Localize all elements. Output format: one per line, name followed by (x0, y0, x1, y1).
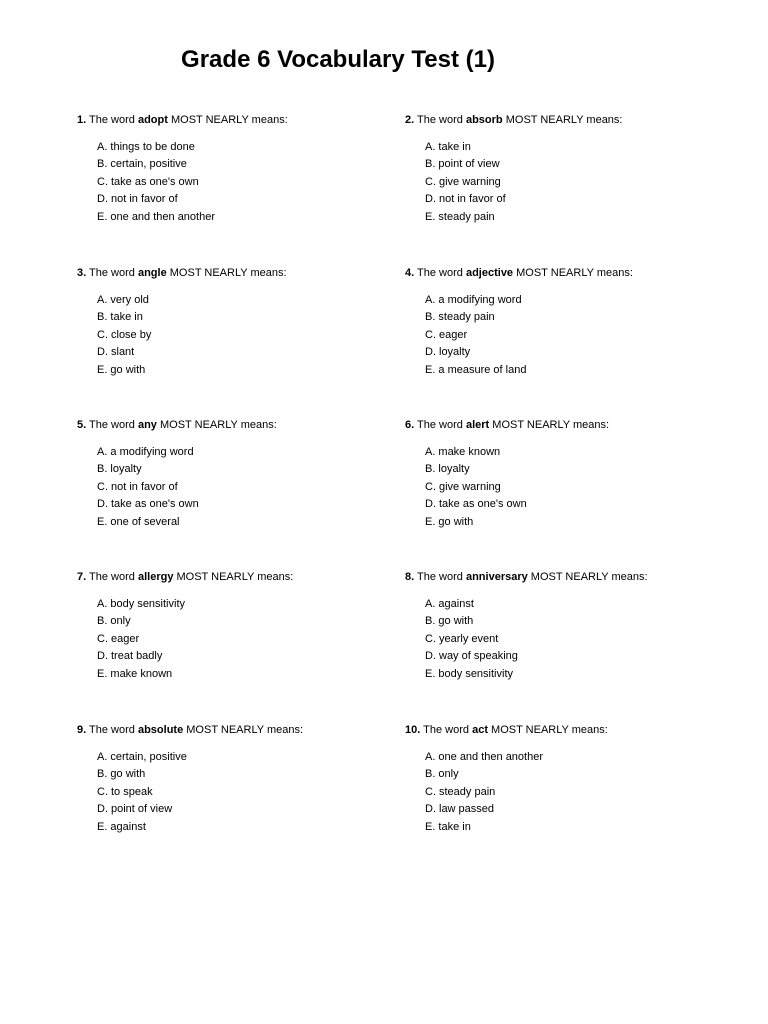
vocabulary-word: any (137, 419, 157, 431)
stem-prefix: The word (417, 267, 463, 279)
question-6 (405, 419, 745, 531)
option-letter: E. (97, 515, 108, 528)
answer-option (425, 362, 745, 379)
answer-option (425, 801, 745, 818)
answer-option (97, 344, 417, 361)
option-letter: B. (425, 768, 436, 781)
option-text: go with (110, 363, 146, 376)
answer-option (425, 327, 745, 344)
option-text: take in (438, 141, 471, 153)
answer-option (425, 444, 745, 461)
option-letter: D. (97, 803, 108, 816)
option-letter: E. (97, 820, 108, 833)
question-10 (405, 724, 745, 836)
option-text: only (110, 615, 131, 628)
option-text: give warning (439, 175, 501, 188)
option-text: take as one's own (111, 175, 199, 188)
option-letter: C. (97, 785, 108, 798)
option-letter: D. (425, 803, 436, 816)
question-5 (77, 419, 417, 531)
option-letter: C. (97, 175, 108, 188)
stem-suffix: MOST NEARLY means: (186, 724, 304, 736)
answer-options (425, 749, 745, 836)
answer-option (425, 514, 745, 531)
answer-option (97, 514, 417, 531)
stem-prefix: The word (89, 419, 135, 431)
option-text: point of view (438, 158, 500, 171)
answer-option (425, 479, 745, 496)
answer-option (425, 292, 745, 309)
option-text: take in (110, 311, 143, 324)
question-4 (405, 267, 745, 379)
option-text: yearly event (439, 632, 499, 645)
question-stem (405, 267, 745, 280)
option-letter: B. (97, 158, 108, 171)
question-number: 7. (77, 571, 87, 583)
option-letter: E. (425, 820, 436, 833)
answer-option (425, 461, 745, 478)
stem-suffix: MOST NEARLY means: (160, 419, 277, 431)
option-letter: C. (97, 480, 108, 493)
option-letter: A. (425, 446, 436, 458)
answer-option (97, 479, 417, 496)
vocabulary-word: allergy (137, 571, 174, 583)
option-letter: E. (425, 363, 436, 376)
question-3 (77, 267, 417, 379)
option-text: very old (110, 294, 149, 306)
option-text: go with (110, 768, 146, 781)
option-text: a modifying word (438, 294, 522, 306)
stem-suffix: MOST NEARLY means: (176, 571, 294, 583)
vocabulary-word: alert (465, 419, 490, 431)
option-letter: D. (425, 650, 436, 663)
option-letter: A. (425, 598, 436, 610)
answer-option (425, 344, 745, 361)
option-text: certain, positive (110, 158, 187, 171)
stem-prefix: The word (417, 419, 463, 431)
question-stem (405, 419, 745, 432)
answer-option (425, 174, 745, 191)
option-text: make known (110, 667, 173, 680)
option-letter: C. (425, 632, 436, 645)
stem-prefix: The word (417, 114, 463, 126)
answer-option (97, 819, 417, 836)
option-text: against (438, 598, 474, 610)
question-7 (77, 571, 417, 683)
answer-option (97, 784, 417, 801)
option-letter: B. (97, 768, 108, 781)
question-stem (405, 571, 745, 584)
answer-options (97, 139, 417, 226)
option-letter: C. (97, 632, 108, 645)
option-letter: D. (425, 346, 436, 359)
option-text: one of several (110, 515, 180, 528)
question-stem (77, 114, 417, 127)
vocabulary-word: absorb (465, 114, 503, 126)
stem-suffix: MOST NEARLY means: (491, 724, 608, 736)
option-letter: B. (97, 615, 108, 628)
option-text: one and then another (110, 210, 215, 223)
answer-option (425, 784, 745, 801)
vocabulary-word: adopt (137, 114, 168, 126)
option-letter: A. (97, 141, 108, 153)
option-text: loyalty (110, 463, 142, 476)
question-number: 6. (405, 419, 415, 431)
stem-suffix: MOST NEARLY means: (505, 114, 623, 126)
answer-options (425, 596, 745, 683)
answer-option (97, 801, 417, 818)
answer-option (97, 749, 417, 766)
question-number: 1. (77, 114, 87, 126)
question-stem (405, 114, 745, 127)
option-letter: D. (97, 650, 108, 663)
option-text: against (110, 820, 146, 833)
option-text: to speak (111, 785, 153, 798)
option-letter: C. (425, 785, 436, 798)
option-text: close by (111, 328, 152, 341)
stem-prefix: The word (423, 724, 470, 736)
vocabulary-word: angle (137, 267, 167, 279)
option-text: not in favor of (111, 480, 178, 493)
option-letter: B. (97, 463, 108, 476)
option-text: loyalty (438, 463, 470, 476)
question-number: 5. (77, 419, 87, 431)
page-title: Grade 6 Vocabulary Test (1) (181, 46, 495, 73)
option-text: go with (438, 515, 474, 528)
stem-prefix: The word (89, 571, 135, 583)
answer-option (425, 631, 745, 648)
question-stem (405, 724, 745, 737)
question-9 (77, 724, 417, 836)
option-text: a modifying word (110, 446, 194, 458)
option-letter: D. (425, 498, 436, 511)
answer-option (425, 191, 745, 208)
answer-option (97, 613, 417, 630)
option-text: point of view (111, 803, 173, 816)
question-1 (77, 114, 417, 226)
question-number: 3. (77, 267, 87, 279)
option-letter: C. (425, 480, 436, 493)
question-number: 2. (405, 114, 415, 126)
option-letter: A. (97, 598, 108, 610)
option-text: slant (111, 346, 135, 359)
option-letter: D. (97, 193, 108, 206)
answer-option (97, 174, 417, 191)
question-stem (77, 571, 417, 584)
option-text: take in (438, 820, 471, 833)
question-number: 4. (405, 267, 415, 279)
vocabulary-word: adjective (465, 267, 514, 279)
option-text: go with (438, 615, 474, 628)
option-letter: A. (97, 446, 108, 458)
stem-suffix: MOST NEARLY means: (492, 419, 610, 431)
answer-options (97, 749, 417, 836)
answer-option (425, 648, 745, 665)
option-letter: E. (425, 515, 436, 528)
stem-suffix: MOST NEARLY means: (530, 571, 648, 583)
option-letter: A. (425, 141, 436, 153)
question-number: 8. (405, 571, 415, 583)
option-text: loyalty (439, 346, 471, 359)
answer-option (425, 596, 745, 613)
question-8 (405, 571, 745, 683)
answer-options (425, 292, 745, 379)
answer-option (425, 666, 745, 683)
option-text: take as one's own (439, 498, 527, 511)
stem-suffix: MOST NEARLY means: (516, 267, 633, 279)
answer-option (97, 209, 417, 226)
option-text: body sensitivity (438, 667, 513, 680)
answer-option (425, 766, 745, 783)
option-text: only (438, 768, 459, 781)
answer-option (425, 209, 745, 226)
stem-suffix: MOST NEARLY means: (169, 267, 287, 279)
option-text: not in favor of (111, 193, 178, 206)
option-letter: E. (97, 210, 108, 223)
option-text: take as one's own (111, 498, 199, 511)
option-text: eager (111, 632, 140, 645)
option-letter: E. (425, 210, 436, 223)
stem-prefix: The word (89, 267, 135, 279)
answer-option (97, 444, 417, 461)
answer-options (97, 292, 417, 379)
option-letter: A. (425, 751, 436, 763)
option-letter: C. (425, 328, 436, 341)
answer-option (97, 292, 417, 309)
answer-options (97, 596, 417, 683)
option-letter: C. (425, 175, 436, 188)
answer-option (97, 139, 417, 156)
option-letter: B. (425, 158, 436, 171)
stem-suffix: MOST NEARLY means: (170, 114, 288, 126)
answer-options (425, 444, 745, 531)
option-letter: B. (425, 463, 436, 476)
answer-option (425, 613, 745, 630)
answer-option (97, 461, 417, 478)
option-text: eager (439, 328, 468, 341)
option-text: body sensitivity (110, 598, 185, 610)
answer-option (97, 766, 417, 783)
question-stem (77, 267, 417, 280)
answer-option (425, 139, 745, 156)
option-letter: D. (425, 193, 436, 206)
option-letter: A. (425, 294, 436, 306)
stem-prefix: The word (89, 724, 135, 736)
option-letter: A. (97, 294, 108, 306)
option-letter: A. (97, 751, 108, 763)
answer-option (425, 819, 745, 836)
answer-option (97, 666, 417, 683)
option-text: steady pain (439, 785, 496, 798)
answer-option (97, 362, 417, 379)
option-letter: E. (97, 667, 108, 680)
question-number: 9. (77, 724, 87, 736)
option-text: a measure of land (438, 363, 527, 376)
answer-option (425, 749, 745, 766)
answer-options (425, 139, 745, 226)
option-letter: C. (97, 328, 108, 341)
vocabulary-word: absolute (137, 724, 184, 736)
option-letter: E. (425, 667, 436, 680)
option-text: certain, positive (110, 751, 187, 763)
option-letter: B. (97, 311, 108, 324)
option-letter: E. (97, 363, 108, 376)
stem-prefix: The word (417, 571, 463, 583)
option-text: one and then another (438, 751, 543, 763)
answer-option (425, 156, 745, 173)
answer-option (97, 309, 417, 326)
option-text: make known (438, 446, 501, 458)
option-letter: B. (425, 615, 436, 628)
vocabulary-word: anniversary (465, 571, 528, 583)
option-text: steady pain (438, 311, 495, 324)
answer-option (425, 496, 745, 513)
question-stem (77, 419, 417, 432)
answer-options (97, 444, 417, 531)
answer-option (97, 596, 417, 613)
option-text: steady pain (438, 210, 495, 223)
answer-option (97, 191, 417, 208)
option-letter: B. (425, 311, 436, 324)
answer-option (97, 648, 417, 665)
answer-option (97, 156, 417, 173)
option-text: law passed (439, 803, 495, 816)
option-letter: D. (97, 346, 108, 359)
answer-option (97, 631, 417, 648)
option-text: things to be done (110, 141, 195, 153)
answer-option (425, 309, 745, 326)
option-letter: D. (97, 498, 108, 511)
stem-prefix: The word (89, 114, 135, 126)
option-text: treat badly (111, 650, 163, 663)
option-text: give warning (439, 480, 501, 493)
option-text: way of speaking (439, 650, 518, 663)
question-2 (405, 114, 745, 226)
answer-option (97, 496, 417, 513)
question-stem (77, 724, 417, 737)
answer-option (97, 327, 417, 344)
option-text: not in favor of (439, 193, 506, 206)
question-number: 10. (405, 724, 421, 736)
vocabulary-word: act (472, 724, 488, 736)
